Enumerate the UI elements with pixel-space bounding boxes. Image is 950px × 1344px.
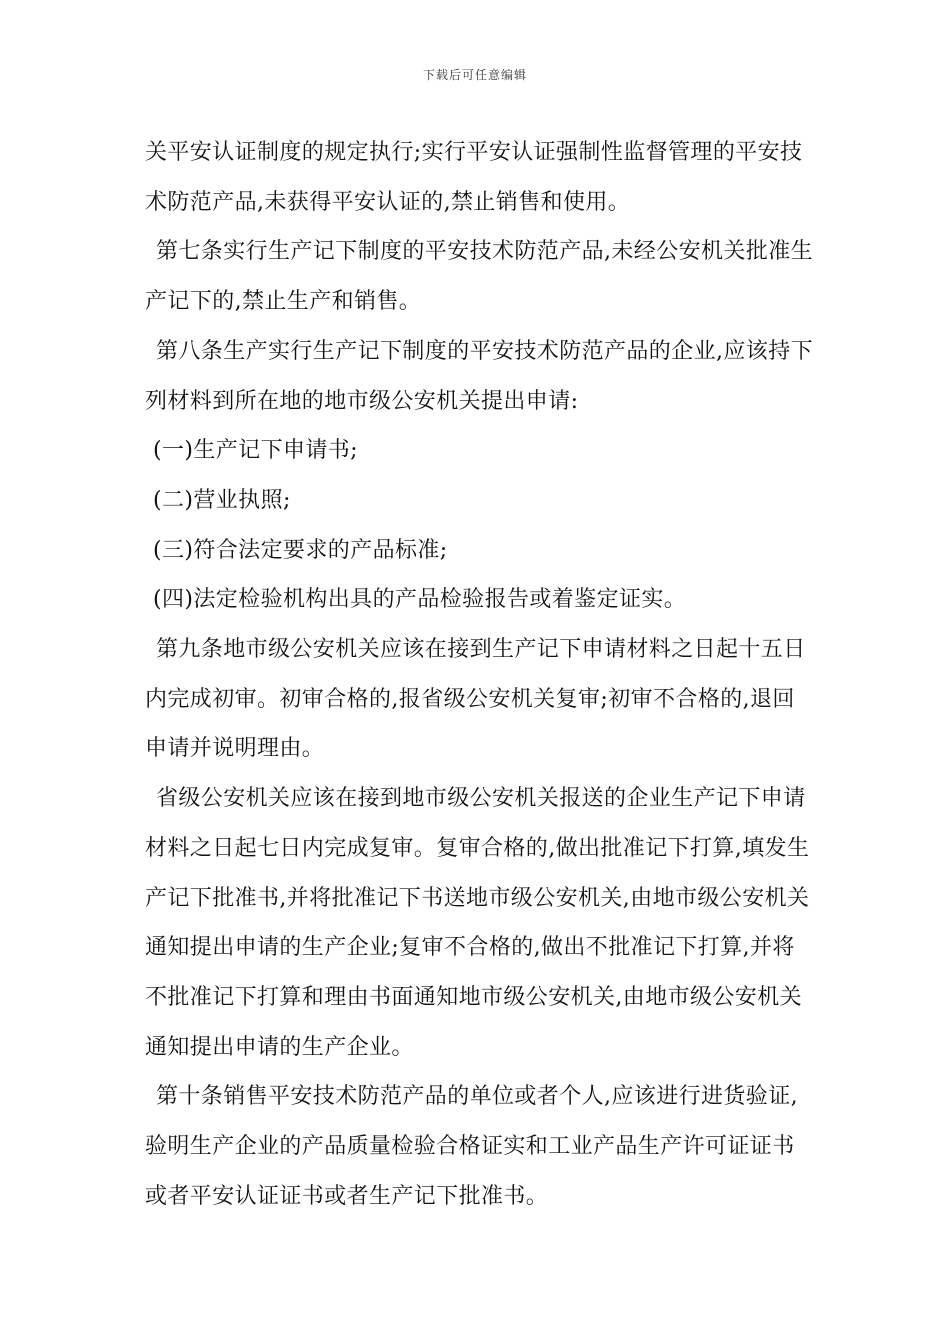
list-item-2: (二)营业执照; [153,487,291,513]
paragraph-article-9: 第九条地市级公安机关应该在接到生产记下申请材料之日起十五日内完成初审。初审合格的,报省级公安机关复审;初审不合格的,退回申请并说明理由。 [145,637,806,762]
paragraph-article-8: 第八条生产实行生产记下制度的平安技术防范产品的企业,应该持下列材料到所在地的地市级公安机关提出申请: [145,338,813,414]
page-header: 下载后可任意编辑 [422,68,527,82]
paragraph-provincial-review: 省级公安机关应该在接到地市级公安机关报送的企业生产记下申请材料之日起七日内完成复审。复审合格的,做出批准记下打算,填发生产记下批准书,并将批准记下书送地市级公安机关,由地市级公安机关通知提出申请的生产企业;复审不合格的,做出不批准记下打算,并将不批准记下打算和理由书面通知地市级公安机关,由地市级公安机关通知提出申请的生产企业。 [145,786,810,1060]
list-item-4: (四)法定检验机构出具的产品检验报告或着鉴定证实。 [153,587,687,613]
paragraph-article-7: 第七条实行生产记下制度的平安技术防范产品,未经公安机关批准生产记下的,禁止生产和销售。 [145,239,813,315]
paragraph-article-10: 第十条销售平安技术防范产品的单位或者个人,应该进行进货验证,验明生产企业的产品质量检验合格证实和工业产品生产许可证证书或者平安认证证书或者生产记下批准书。 [145,1084,798,1209]
document-body [145,128,815,1221]
list-item-3: (三)符合法定要求的产品标准; [153,537,448,563]
paragraph-continuation: 关平安认证制度的规定执行;实行平安认证强制性监督管理的平安技术防范产品,未获得平安认证的,禁止销售和使用。 [145,140,803,215]
list-item-1: (一)生产记下申请书; [153,438,358,464]
